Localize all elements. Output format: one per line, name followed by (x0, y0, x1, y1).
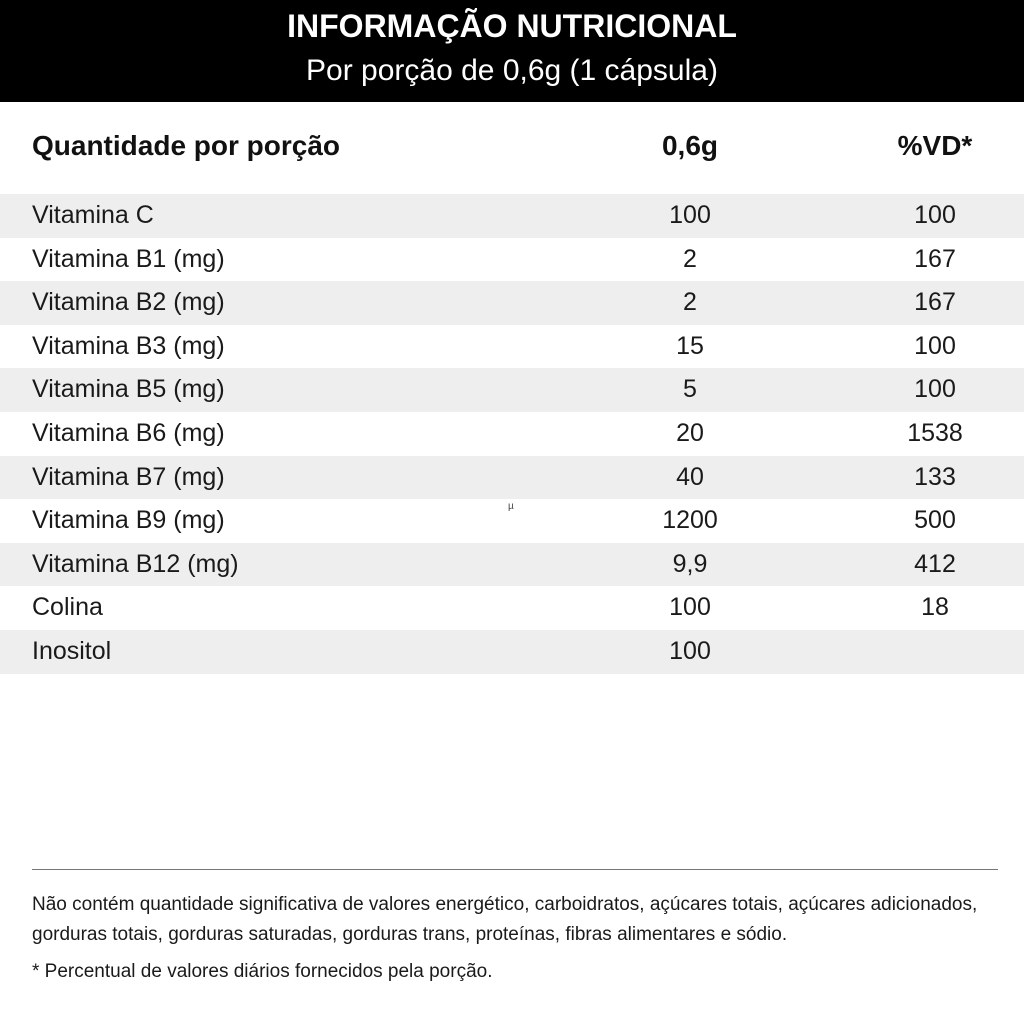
page-title: INFORMAÇÃO NUTRICIONAL (287, 8, 737, 44)
nutrient-daily-value: 500 (914, 506, 956, 535)
nutrient-quantity: 2 (683, 288, 697, 317)
nutrient-daily-value: 18 (921, 593, 949, 622)
nutrient-quantity: 100 (669, 593, 711, 622)
nutrient-name: Vitamina C (32, 201, 154, 229)
table-row (0, 194, 1024, 238)
footnote-divider (32, 869, 998, 870)
nutrient-name: Vitamina B6 (mg) (32, 418, 225, 447)
nutrition-table (0, 194, 1024, 674)
nutrient-daily-value: 412 (914, 549, 956, 578)
nutrient-daily-value: 167 (914, 244, 956, 273)
table-row (0, 499, 1024, 543)
nutrient-name: Vitamina B3 (mg) (32, 331, 225, 360)
footnote-not-significant: Não contém quantidade significativa de valores energético, carboidratos, açúcares totais, açúcares adicionados, gorduras totais, gorduras saturadas, gorduras trans, proteínas, fibras alimentares e sódio. (32, 894, 978, 945)
nutrient-name: Vitamina B1 (mg) (32, 244, 225, 273)
page-subtitle: Por porção de 0,6g (1 cápsula) (306, 54, 718, 87)
nutrient-daily-value: 100 (914, 375, 956, 404)
column-header-quantity: 0,6g (661, 130, 719, 161)
table-row (0, 456, 1024, 500)
table-row (0, 368, 1024, 412)
table-row (0, 412, 1024, 456)
table-row (0, 586, 1024, 630)
footnote-daily-value: * Percentual de valores diários fornecidos pela porção. (32, 961, 493, 982)
nutrient-name: Vitamina B9 (mg) (32, 506, 225, 535)
column-header-daily-value: %VD* (897, 130, 973, 161)
nutrient-quantity: 9,9 (672, 549, 708, 578)
table-row (0, 238, 1024, 282)
nutrient-quantity: 1200 (662, 506, 718, 535)
nutrient-quantity: 100 (669, 201, 711, 229)
table-row (0, 630, 1024, 674)
nutrient-quantity: 15 (676, 331, 704, 360)
nutrient-daily-value: 133 (914, 462, 956, 491)
table-row (0, 325, 1024, 369)
nutrient-daily-value: 100 (914, 331, 956, 360)
nutrient-name: Vitamina B12 (mg) (32, 549, 239, 578)
nutrient-quantity: 20 (676, 418, 704, 447)
nutrient-name: Vitamina B7 (mg) (32, 462, 225, 491)
nutrient-daily-value: 167 (914, 288, 956, 317)
table-row (0, 281, 1024, 325)
nutrient-name: Inositol (32, 636, 112, 665)
nutrient-quantity: 100 (669, 636, 711, 665)
nutrient-quantity: 2 (683, 244, 697, 273)
nutrient-quantity: 40 (676, 462, 704, 491)
table-row (0, 543, 1024, 587)
nutrient-daily-value: 1538 (907, 418, 963, 447)
column-header-name: Quantidade por porção (32, 130, 341, 161)
header-banner (0, 0, 1024, 102)
nutrient-quantity: 5 (683, 375, 697, 404)
nutrient-name: Colina (32, 593, 103, 622)
nutrient-daily-value: 100 (914, 201, 956, 229)
micro-symbol-mark: µ (508, 501, 514, 513)
nutrient-name: Vitamina B2 (mg) (32, 288, 225, 317)
nutrient-name: Vitamina B5 (mg) (32, 375, 225, 404)
